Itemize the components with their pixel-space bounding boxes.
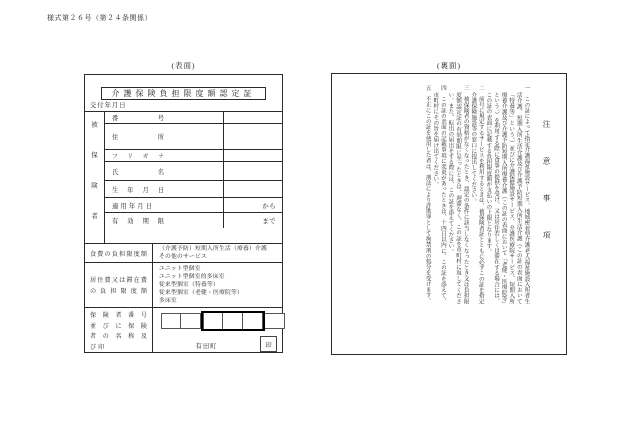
form-number-label: 様式第２６号（第２４条関係）: [47, 14, 152, 22]
residence-limit-row: [85, 263, 282, 308]
seal-label: 印: [265, 341, 272, 349]
insurer-value-cell: [153, 308, 282, 353]
insurer-label-line-4: び印: [90, 344, 107, 351]
residence-room-type-4: 従来型個室（老健・医療院等）: [159, 290, 243, 297]
insurer-number-boxes: [161, 313, 285, 329]
apply-date-label: 適用年月日: [112, 202, 152, 210]
residence-room-type-5: 多床室: [159, 298, 177, 305]
notes-text-block: [332, 74, 566, 354]
note-item-3: 三 被保険者の資格がなくなったとき、認定の条件に該当しなくなったとき又は負担限度額認定証の有効期限に至ったときは、遅滞なく、この証を市町村に返してください。また、転出の届出をする際には、この証を添えてください。: [447, 85, 469, 304]
insurer-label-line-2: 並びに保険: [90, 323, 147, 330]
insurer-row: [85, 308, 282, 353]
field-birthdate-row: [105, 181, 282, 198]
meal-limit-line-1: （介護予防）短期入所生活（療養）介護: [159, 245, 267, 252]
note-item-2: 二 前号に規定するサービスを利用するときは、被保険者証とともに必ずこの証を指定介護保険施設等の窓口に提出してください。: [470, 85, 484, 304]
front-panel: [84, 74, 283, 353]
note-item-1: 一 この証によって指定介護福祉施設サービス、地域密着型介護老人福祉施設入所者生活介護、短期入所生活介護及び介護予防短期入所生活介護（この証の表面において「特養等」という。）並びに介護保健施設サービス、介護医療院サービス、短期入所療養介護及び介護予防短期入所療養介護（この証の表面において「老健・医療院等」という。）を利用する際に食事の提供を受け、又は居住若しくは滞在する場合には、この証の表面に記載する負担限度額が支払いの上限となります。: [485, 85, 530, 304]
issue-date-label: 交付年月日: [90, 102, 127, 109]
birthdate-label: 生年月日: [112, 186, 164, 194]
residence-room-type-2: ユニット型個室的多床室: [159, 273, 225, 280]
furigana-value-cell: [224, 150, 282, 161]
residence-room-type-1: ユニット型個室: [159, 265, 201, 272]
digit-box-bold-group: [201, 311, 265, 331]
number-label: 番 号: [112, 115, 164, 122]
furigana-label: フリガナ: [112, 154, 164, 160]
note-item-4: 四 この証の表面の記載事項に変更があったときは、十四日以内に、この証を添えて、市町村にその旨を届け出てください。: [432, 85, 446, 304]
back-side-label: (裏面): [437, 61, 461, 70]
digit-box-1: [161, 313, 181, 329]
digit-box-4: [223, 313, 243, 329]
front-side-label: (表面): [171, 61, 196, 70]
field-address-row: [105, 124, 282, 150]
insurer-label-line-3: 者の名称及: [90, 334, 147, 340]
field-name-row: [105, 162, 282, 181]
note-item-5: 五 不正にこの証を使用した者は、刑法により詐欺罪として拘禁刑の処分を受けます。: [424, 85, 431, 304]
field-valid-until-row: [105, 213, 282, 228]
seal-box: [260, 336, 277, 352]
name-label: 氏 名: [112, 168, 164, 176]
certificate-title-box: [101, 87, 266, 100]
digit-box-6: [265, 313, 285, 329]
issue-date-row: [85, 100, 282, 112]
name-value-cell: [224, 162, 282, 180]
insured-section: [85, 112, 282, 243]
insurer-label-line-1: 保険者番号: [90, 313, 147, 319]
address-label: 住 所: [112, 134, 164, 141]
digit-box-5: [243, 313, 263, 329]
valid-until-label: 有効期限: [112, 218, 164, 225]
residence-limit-label-line-2: の負担限度額: [90, 288, 147, 295]
notes-title: 注 意 事 項: [542, 120, 551, 250]
valid-until-to-suffix: まで: [262, 218, 276, 225]
residence-limit-label-line-1: 居住費又は滞在費: [90, 278, 147, 285]
residence-room-type-3: 従来型個室（特養等）: [159, 281, 219, 288]
field-number-row: [105, 112, 282, 124]
field-furigana-row: [105, 150, 282, 162]
meal-limit-line-2: その他のサービス: [159, 254, 207, 260]
meal-limit-label: 食費の負担限度額: [90, 251, 147, 258]
certificate-title: 介護保険負担限度額認定証: [111, 89, 256, 98]
number-value-cell: [224, 112, 282, 123]
insured-group-label: 被保険者: [85, 112, 105, 243]
digit-box-2: [181, 313, 201, 329]
digit-box-3: [203, 313, 223, 329]
birthdate-value-cell: [224, 181, 282, 197]
apply-date-from-suffix: から: [262, 202, 276, 210]
insurer-name: 有田町: [195, 343, 218, 350]
address-value-cell: [224, 124, 282, 149]
meal-limit-row: [85, 243, 282, 263]
field-apply-date-row: [105, 198, 282, 213]
back-panel: [331, 73, 567, 355]
